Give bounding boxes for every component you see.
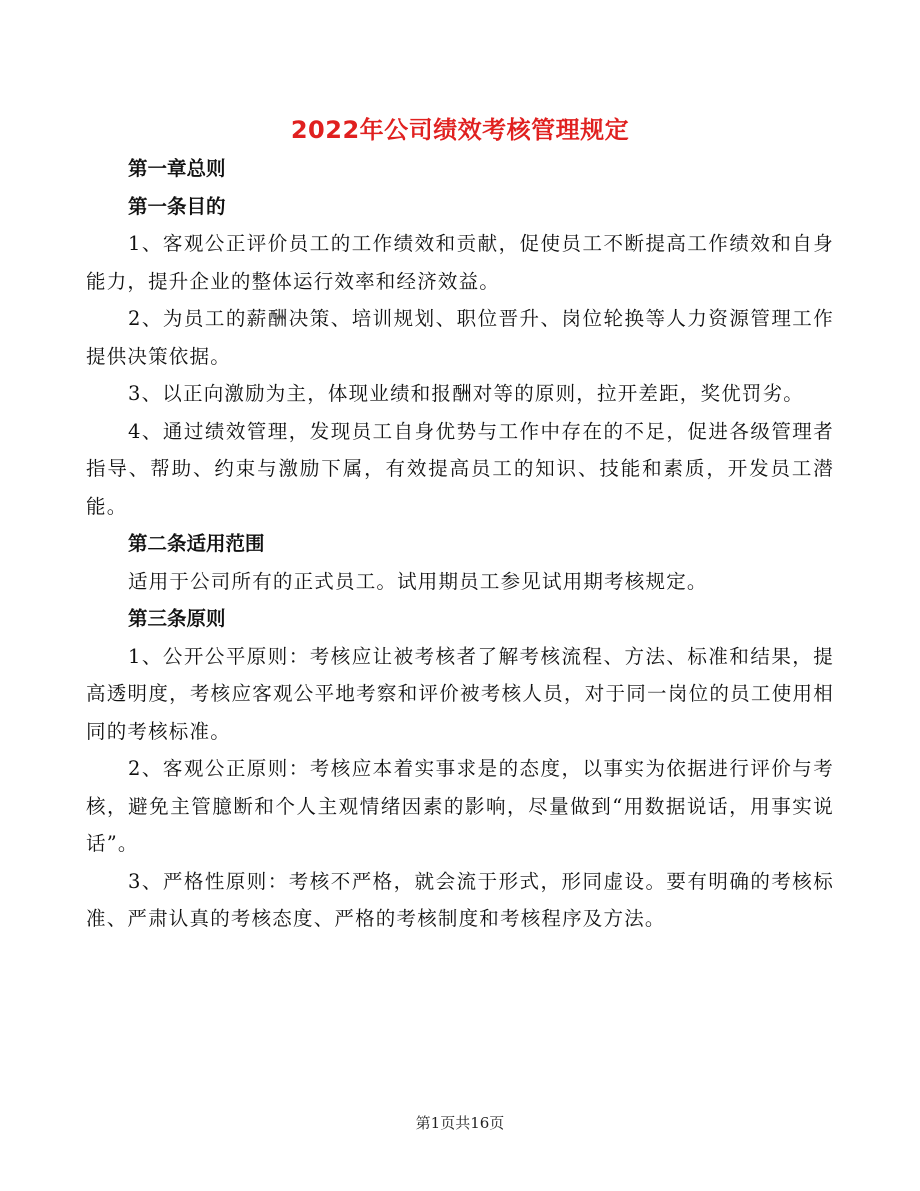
- chapter-heading: 第一章总则: [128, 157, 226, 180]
- article-3-item-3: 3、严格性原则：考核不严格，就会流于形式，形同虚设。要有明确的考核标准、严肃认真的考核态度、严格的考核制度和考核程序及方法。: [86, 869, 834, 930]
- page-number: 第1页共16页: [415, 1114, 505, 1132]
- document-body: [86, 150, 834, 938]
- article-1-heading: 第一条目的: [128, 194, 226, 218]
- article-1-item-3: 3、以正向激励为主，体现业绩和报酬对等的原则，拉开差距，奖优罚劣。: [128, 382, 805, 405]
- article-1-item-2: 2、为员工的薪酬决策、培训规划、职位晋升、岗位轮换等人力资源管理工作提供决策依据。: [86, 307, 834, 368]
- document-title: 2022年公司绩效考核管理规定: [290, 116, 630, 144]
- article-3-item-2: 2、客观公正原则：考核应本着实事求是的态度，以事实为依据进行评价与考核，避免主管臆断和个人主观情绪因素的影响，尽量做到“用数据说话，用事实说话”。: [86, 757, 834, 855]
- article-2-heading: 第二条适用范围: [128, 532, 265, 555]
- article-1-item-4: 4、通过绩效管理，发现员工自身优势与工作中存在的不足，促进各级管理者指导、帮助、约束与激励下属，有效提高员工的知识、技能和素质，开发员工潜能。: [86, 419, 834, 518]
- article-2-text: 适用于公司所有的正式员工。试用期员工参见试用期考核规定。: [128, 569, 708, 593]
- article-3-heading: 第三条原则: [128, 607, 226, 630]
- article-3-item-1: 1、公开公平原则：考核应让被考核者了解考核流程、方法、标准和结果，提高透明度，考核应客观公平地考察和评价被考核人员，对于同一岗位的员工使用相同的考核标准。: [86, 644, 834, 743]
- article-1-item-1: 1、客观公正评价员工的工作绩效和贡献，促使员工不断提高工作绩效和自身能力，提升企业的整体运行效率和经济效益。: [86, 232, 834, 293]
